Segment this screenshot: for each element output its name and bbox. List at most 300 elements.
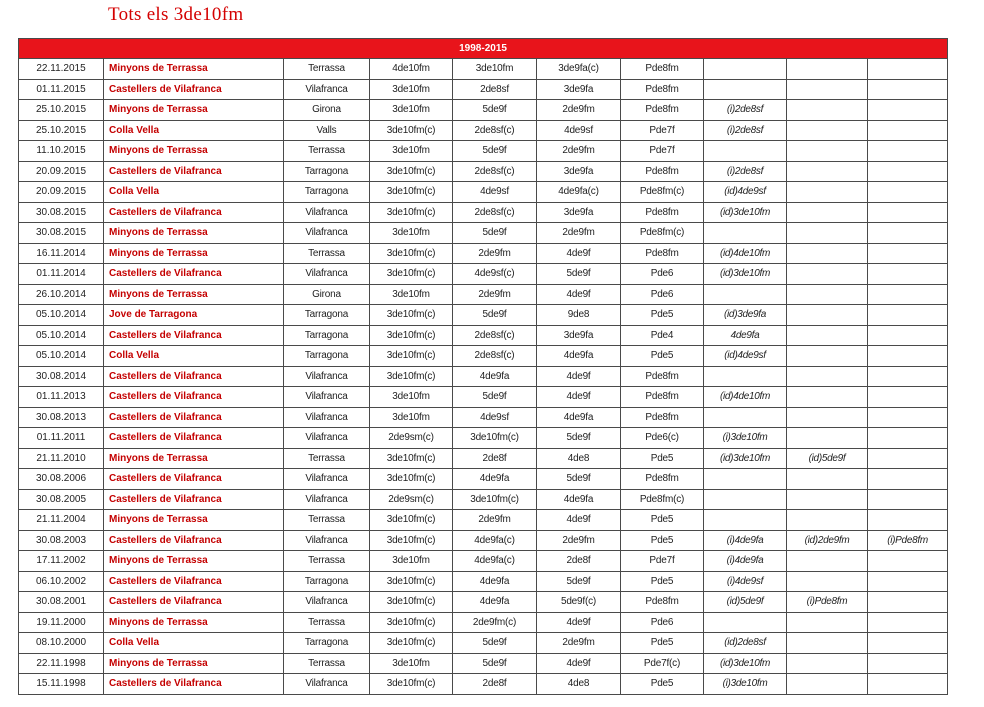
- extra-3-cell: [868, 59, 948, 80]
- extra-3-cell: [868, 182, 948, 203]
- extra-1-cell: [704, 510, 787, 531]
- extra-2-cell: [787, 633, 868, 654]
- colla-cell: Minyons de Terrassa: [104, 100, 284, 121]
- extra-1-cell: (id)5de9f: [704, 592, 787, 613]
- castell-3-cell: 3de9fa(c): [537, 59, 621, 80]
- castell-3-cell: 4de9fa(c): [537, 182, 621, 203]
- castell-2-cell: 4de9fa(c): [453, 530, 537, 551]
- castell-1-cell: 3de10fm(c): [370, 264, 453, 285]
- castell-3-cell: 4de9fa: [537, 346, 621, 367]
- extra-2-cell: [787, 264, 868, 285]
- castell-2-cell: 2de9fm(c): [453, 612, 537, 633]
- castell-3-cell: 3de9fa: [537, 161, 621, 182]
- table-row: [19, 633, 948, 654]
- extra-3-cell: [868, 428, 948, 449]
- pilar-cell: Pde5: [621, 530, 704, 551]
- table-row: [19, 551, 948, 572]
- pilar-cell: Pde8fm: [621, 59, 704, 80]
- table-row: [19, 284, 948, 305]
- place-cell: Valls: [284, 120, 370, 141]
- table-row: [19, 428, 948, 449]
- extra-3-cell: [868, 366, 948, 387]
- castell-3-cell: 5de9f: [537, 264, 621, 285]
- date-cell: 20.09.2015: [19, 182, 104, 203]
- extra-2-cell: [787, 653, 868, 674]
- place-cell: Vilafranca: [284, 530, 370, 551]
- table-header-row: [19, 39, 948, 59]
- extra-2-cell: [787, 366, 868, 387]
- place-cell: Vilafranca: [284, 366, 370, 387]
- castell-1-cell: 3de10fm: [370, 141, 453, 162]
- colla-cell: Minyons de Terrassa: [104, 284, 284, 305]
- results-table: [18, 38, 948, 695]
- castell-1-cell: 3de10fm(c): [370, 469, 453, 490]
- castell-1-cell: 3de10fm(c): [370, 161, 453, 182]
- extra-1-cell: [704, 79, 787, 100]
- date-cell: 01.11.2013: [19, 387, 104, 408]
- page-title: Tots els 3de10fm: [108, 4, 244, 25]
- table-row: [19, 387, 948, 408]
- pilar-cell: Pde6(c): [621, 428, 704, 449]
- castell-1-cell: 3de10fm: [370, 551, 453, 572]
- table-row: [19, 448, 948, 469]
- extra-2-cell: (i)Pde8fm: [787, 592, 868, 613]
- extra-2-cell: [787, 612, 868, 633]
- extra-3-cell: [868, 612, 948, 633]
- extra-1-cell: [704, 59, 787, 80]
- date-cell: 25.10.2015: [19, 120, 104, 141]
- colla-cell: Colla Vella: [104, 633, 284, 654]
- place-cell: Terrassa: [284, 243, 370, 264]
- extra-2-cell: [787, 223, 868, 244]
- pilar-cell: Pde4: [621, 325, 704, 346]
- castell-1-cell: 3de10fm: [370, 407, 453, 428]
- date-cell: 30.08.2015: [19, 202, 104, 223]
- date-cell: 20.09.2015: [19, 161, 104, 182]
- castell-1-cell: 3de10fm: [370, 79, 453, 100]
- table-body: [19, 59, 948, 695]
- place-cell: Tarragona: [284, 305, 370, 326]
- extra-2-cell: [787, 510, 868, 531]
- castell-3-cell: 2de9fm: [537, 530, 621, 551]
- castell-1-cell: 3de10fm: [370, 653, 453, 674]
- extra-2-cell: [787, 407, 868, 428]
- extra-2-cell: (id)2de9fm: [787, 530, 868, 551]
- extra-2-cell: [787, 325, 868, 346]
- colla-cell: Castellers de Vilafranca: [104, 428, 284, 449]
- colla-cell: Jove de Tarragona: [104, 305, 284, 326]
- table-row: [19, 59, 948, 80]
- castell-2-cell: 2de8sf: [453, 79, 537, 100]
- place-cell: Terrassa: [284, 551, 370, 572]
- extra-1-cell: (id)4de10fm: [704, 387, 787, 408]
- castell-1-cell: 3de10fm(c): [370, 366, 453, 387]
- colla-cell: Castellers de Vilafranca: [104, 79, 284, 100]
- place-cell: Terrassa: [284, 653, 370, 674]
- castell-1-cell: 4de10fm: [370, 59, 453, 80]
- castell-1-cell: 3de10fm(c): [370, 182, 453, 203]
- date-cell: 22.11.1998: [19, 653, 104, 674]
- castell-1-cell: 3de10fm(c): [370, 202, 453, 223]
- extra-1-cell: (i)4de9sf: [704, 571, 787, 592]
- castell-2-cell: 4de9fa: [453, 469, 537, 490]
- castell-2-cell: 2de9fm: [453, 284, 537, 305]
- pilar-cell: Pde6: [621, 612, 704, 633]
- extra-1-cell: (id)3de10fm: [704, 653, 787, 674]
- place-cell: Terrassa: [284, 141, 370, 162]
- castell-2-cell: 2de9fm: [453, 510, 537, 531]
- pilar-cell: Pde8fm: [621, 161, 704, 182]
- table-row: [19, 120, 948, 141]
- extra-3-cell: [868, 551, 948, 572]
- table-row: [19, 407, 948, 428]
- period-header: 1998-2015: [19, 39, 948, 59]
- pilar-cell: Pde8fm: [621, 79, 704, 100]
- pilar-cell: Pde5: [621, 510, 704, 531]
- extra-3-cell: [868, 510, 948, 531]
- extra-1-cell: [704, 284, 787, 305]
- table-row: [19, 571, 948, 592]
- place-cell: Terrassa: [284, 59, 370, 80]
- place-cell: Vilafranca: [284, 469, 370, 490]
- castell-2-cell: 5de9f: [453, 223, 537, 244]
- colla-cell: Castellers de Vilafranca: [104, 592, 284, 613]
- castell-2-cell: 2de8sf(c): [453, 120, 537, 141]
- castell-3-cell: 5de9f(c): [537, 592, 621, 613]
- table-row: [19, 612, 948, 633]
- date-cell: 30.08.2015: [19, 223, 104, 244]
- extra-2-cell: (id)5de9f: [787, 448, 868, 469]
- place-cell: Tarragona: [284, 161, 370, 182]
- castell-2-cell: 2de8sf(c): [453, 346, 537, 367]
- castell-1-cell: 3de10fm(c): [370, 448, 453, 469]
- pilar-cell: Pde5: [621, 305, 704, 326]
- extra-1-cell: (i)3de10fm: [704, 674, 787, 695]
- castell-2-cell: 4de9sf: [453, 407, 537, 428]
- pilar-cell: Pde5: [621, 633, 704, 654]
- extra-3-cell: [868, 100, 948, 121]
- castell-1-cell: 3de10fm(c): [370, 305, 453, 326]
- place-cell: Vilafranca: [284, 223, 370, 244]
- extra-3-cell: [868, 223, 948, 244]
- extra-2-cell: [787, 674, 868, 695]
- extra-2-cell: [787, 489, 868, 510]
- extra-1-cell: (id)2de8sf: [704, 633, 787, 654]
- pilar-cell: Pde6: [621, 264, 704, 285]
- pilar-cell: Pde6: [621, 284, 704, 305]
- table-row: [19, 100, 948, 121]
- extra-2-cell: [787, 551, 868, 572]
- place-cell: Tarragona: [284, 633, 370, 654]
- castell-3-cell: 4de9f: [537, 366, 621, 387]
- extra-1-cell: [704, 469, 787, 490]
- castell-2-cell: 5de9f: [453, 141, 537, 162]
- table-row: [19, 223, 948, 244]
- table-row: [19, 161, 948, 182]
- place-cell: Tarragona: [284, 182, 370, 203]
- castell-2-cell: 5de9f: [453, 100, 537, 121]
- extra-2-cell: [787, 305, 868, 326]
- extra-1-cell: (id)4de9sf: [704, 346, 787, 367]
- castell-1-cell: 3de10fm(c): [370, 571, 453, 592]
- colla-cell: Minyons de Terrassa: [104, 223, 284, 244]
- table-row: [19, 366, 948, 387]
- colla-cell: Colla Vella: [104, 346, 284, 367]
- pilar-cell: Pde8fm: [621, 366, 704, 387]
- extra-2-cell: [787, 202, 868, 223]
- date-cell: 26.10.2014: [19, 284, 104, 305]
- place-cell: Tarragona: [284, 346, 370, 367]
- castell-3-cell: 9de8: [537, 305, 621, 326]
- extra-3-cell: [868, 161, 948, 182]
- castell-2-cell: 2de8f: [453, 674, 537, 695]
- extra-3-cell: [868, 325, 948, 346]
- table-row: [19, 592, 948, 613]
- pilar-cell: Pde5: [621, 674, 704, 695]
- date-cell: 25.10.2015: [19, 100, 104, 121]
- extra-2-cell: [787, 469, 868, 490]
- castell-3-cell: 4de9f: [537, 612, 621, 633]
- castell-1-cell: 3de10fm(c): [370, 120, 453, 141]
- castell-2-cell: 2de9fm: [453, 243, 537, 264]
- castell-1-cell: 2de9sm(c): [370, 428, 453, 449]
- castell-3-cell: 4de8: [537, 448, 621, 469]
- castell-1-cell: 3de10fm(c): [370, 325, 453, 346]
- castell-2-cell: 2de8sf(c): [453, 325, 537, 346]
- castell-2-cell: 4de9fa(c): [453, 551, 537, 572]
- extra-1-cell: 4de9fa: [704, 325, 787, 346]
- table-row: [19, 79, 948, 100]
- extra-1-cell: (i)2de8sf: [704, 100, 787, 121]
- pilar-cell: Pde5: [621, 571, 704, 592]
- table-row: [19, 489, 948, 510]
- extra-2-cell: [787, 79, 868, 100]
- date-cell: 01.11.2015: [19, 79, 104, 100]
- extra-3-cell: [868, 202, 948, 223]
- date-cell: 21.11.2010: [19, 448, 104, 469]
- date-cell: 05.10.2014: [19, 305, 104, 326]
- castell-3-cell: 4de8: [537, 674, 621, 695]
- castell-2-cell: 3de10fm(c): [453, 489, 537, 510]
- extra-1-cell: (id)4de9sf: [704, 182, 787, 203]
- colla-cell: Castellers de Vilafranca: [104, 264, 284, 285]
- date-cell: 01.11.2011: [19, 428, 104, 449]
- date-cell: 05.10.2014: [19, 325, 104, 346]
- table-row: [19, 305, 948, 326]
- table-row: [19, 530, 948, 551]
- colla-cell: Castellers de Vilafranca: [104, 407, 284, 428]
- pilar-cell: Pde5: [621, 346, 704, 367]
- castell-2-cell: 3de10fm(c): [453, 428, 537, 449]
- colla-cell: Castellers de Vilafranca: [104, 674, 284, 695]
- date-cell: 16.11.2014: [19, 243, 104, 264]
- colla-cell: Castellers de Vilafranca: [104, 161, 284, 182]
- extra-2-cell: [787, 284, 868, 305]
- colla-cell: Castellers de Vilafranca: [104, 366, 284, 387]
- date-cell: 08.10.2000: [19, 633, 104, 654]
- castell-1-cell: 2de9sm(c): [370, 489, 453, 510]
- pilar-cell: Pde8fm: [621, 387, 704, 408]
- colla-cell: Castellers de Vilafranca: [104, 325, 284, 346]
- castell-2-cell: 4de9fa: [453, 571, 537, 592]
- table-row: [19, 510, 948, 531]
- pilar-cell: Pde8fm: [621, 243, 704, 264]
- extra-3-cell: [868, 469, 948, 490]
- colla-cell: Minyons de Terrassa: [104, 448, 284, 469]
- extra-1-cell: (id)4de10fm: [704, 243, 787, 264]
- date-cell: 30.08.2014: [19, 366, 104, 387]
- extra-3-cell: [868, 346, 948, 367]
- date-cell: 30.08.2001: [19, 592, 104, 613]
- castell-2-cell: 2de8f: [453, 448, 537, 469]
- pilar-cell: Pde7f: [621, 120, 704, 141]
- extra-3-cell: [868, 489, 948, 510]
- place-cell: Vilafranca: [284, 79, 370, 100]
- place-cell: Vilafranca: [284, 407, 370, 428]
- castell-1-cell: 3de10fm: [370, 387, 453, 408]
- extra-2-cell: [787, 161, 868, 182]
- castell-2-cell: 2de8sf(c): [453, 202, 537, 223]
- extra-3-cell: [868, 448, 948, 469]
- castell-2-cell: 4de9fa: [453, 592, 537, 613]
- castell-1-cell: 3de10fm(c): [370, 510, 453, 531]
- table-row: [19, 469, 948, 490]
- castell-2-cell: 4de9sf: [453, 182, 537, 203]
- place-cell: Vilafranca: [284, 592, 370, 613]
- pilar-cell: Pde8fm(c): [621, 223, 704, 244]
- extra-2-cell: [787, 141, 868, 162]
- date-cell: 19.11.2000: [19, 612, 104, 633]
- castell-3-cell: 4de9f: [537, 243, 621, 264]
- place-cell: Girona: [284, 284, 370, 305]
- extra-2-cell: [787, 120, 868, 141]
- extra-3-cell: [868, 305, 948, 326]
- castell-1-cell: 3de10fm(c): [370, 592, 453, 613]
- castell-3-cell: 4de9f: [537, 284, 621, 305]
- castell-1-cell: 3de10fm(c): [370, 530, 453, 551]
- date-cell: 30.08.2003: [19, 530, 104, 551]
- castell-3-cell: 3de9fa: [537, 202, 621, 223]
- date-cell: 01.11.2014: [19, 264, 104, 285]
- extra-3-cell: (i)Pde8fm: [868, 530, 948, 551]
- date-cell: 22.11.2015: [19, 59, 104, 80]
- extra-1-cell: (i)2de8sf: [704, 120, 787, 141]
- place-cell: Vilafranca: [284, 264, 370, 285]
- extra-1-cell: (i)4de9fa: [704, 551, 787, 572]
- pilar-cell: Pde8fm: [621, 592, 704, 613]
- castell-3-cell: 3de9fa: [537, 325, 621, 346]
- place-cell: Girona: [284, 100, 370, 121]
- castell-1-cell: 3de10fm: [370, 223, 453, 244]
- extra-2-cell: [787, 387, 868, 408]
- date-cell: 06.10.2002: [19, 571, 104, 592]
- castell-2-cell: 2de8sf(c): [453, 161, 537, 182]
- castell-3-cell: 2de8f: [537, 551, 621, 572]
- castell-3-cell: 2de9fm: [537, 633, 621, 654]
- extra-3-cell: [868, 284, 948, 305]
- colla-cell: Minyons de Terrassa: [104, 510, 284, 531]
- table-row: [19, 653, 948, 674]
- place-cell: Vilafranca: [284, 489, 370, 510]
- castell-2-cell: 5de9f: [453, 633, 537, 654]
- extra-1-cell: (i)4de9fa: [704, 530, 787, 551]
- castell-2-cell: 5de9f: [453, 305, 537, 326]
- colla-cell: Minyons de Terrassa: [104, 243, 284, 264]
- table-row: [19, 182, 948, 203]
- colla-cell: Minyons de Terrassa: [104, 653, 284, 674]
- castell-3-cell: 5de9f: [537, 571, 621, 592]
- extra-2-cell: [787, 182, 868, 203]
- extra-1-cell: [704, 612, 787, 633]
- colla-cell: Minyons de Terrassa: [104, 59, 284, 80]
- extra-1-cell: (id)3de10fm: [704, 264, 787, 285]
- castell-1-cell: 3de10fm(c): [370, 612, 453, 633]
- extra-3-cell: [868, 571, 948, 592]
- date-cell: 21.11.2004: [19, 510, 104, 531]
- pilar-cell: Pde8fm(c): [621, 182, 704, 203]
- colla-cell: Colla Vella: [104, 120, 284, 141]
- date-cell: 30.08.2013: [19, 407, 104, 428]
- pilar-cell: Pde7f: [621, 551, 704, 572]
- table-row: [19, 346, 948, 367]
- table-row: [19, 325, 948, 346]
- extra-1-cell: (id)3de10fm: [704, 448, 787, 469]
- castell-3-cell: 2de9fm: [537, 223, 621, 244]
- colla-cell: Castellers de Vilafranca: [104, 489, 284, 510]
- place-cell: Terrassa: [284, 448, 370, 469]
- place-cell: Vilafranca: [284, 674, 370, 695]
- pilar-cell: Pde8fm: [621, 469, 704, 490]
- castell-3-cell: 5de9f: [537, 428, 621, 449]
- extra-3-cell: [868, 653, 948, 674]
- place-cell: Terrassa: [284, 510, 370, 531]
- colla-cell: Castellers de Vilafranca: [104, 469, 284, 490]
- extra-1-cell: [704, 223, 787, 244]
- castell-3-cell: 4de9f: [537, 387, 621, 408]
- date-cell: 11.10.2015: [19, 141, 104, 162]
- extra-3-cell: [868, 674, 948, 695]
- castell-1-cell: 3de10fm: [370, 284, 453, 305]
- extra-2-cell: [787, 243, 868, 264]
- castell-3-cell: 2de9fm: [537, 141, 621, 162]
- colla-cell: Castellers de Vilafranca: [104, 202, 284, 223]
- extra-1-cell: [704, 366, 787, 387]
- colla-cell: Castellers de Vilafranca: [104, 387, 284, 408]
- date-cell: 05.10.2014: [19, 346, 104, 367]
- castell-1-cell: 3de10fm(c): [370, 346, 453, 367]
- castell-3-cell: 4de9f: [537, 653, 621, 674]
- extra-3-cell: [868, 633, 948, 654]
- extra-3-cell: [868, 79, 948, 100]
- castell-3-cell: 4de9f: [537, 510, 621, 531]
- table-row: [19, 264, 948, 285]
- castell-2-cell: 5de9f: [453, 387, 537, 408]
- castell-1-cell: 3de10fm: [370, 100, 453, 121]
- place-cell: Terrassa: [284, 612, 370, 633]
- extra-1-cell: (id)3de10fm: [704, 202, 787, 223]
- colla-cell: Minyons de Terrassa: [104, 141, 284, 162]
- extra-3-cell: [868, 264, 948, 285]
- table-row: [19, 141, 948, 162]
- castell-2-cell: 4de9fa: [453, 366, 537, 387]
- castell-1-cell: 3de10fm(c): [370, 633, 453, 654]
- pilar-cell: Pde8fm(c): [621, 489, 704, 510]
- extra-1-cell: [704, 407, 787, 428]
- place-cell: Vilafranca: [284, 428, 370, 449]
- extra-1-cell: (i)2de8sf: [704, 161, 787, 182]
- place-cell: Tarragona: [284, 325, 370, 346]
- castell-3-cell: 3de9fa: [537, 79, 621, 100]
